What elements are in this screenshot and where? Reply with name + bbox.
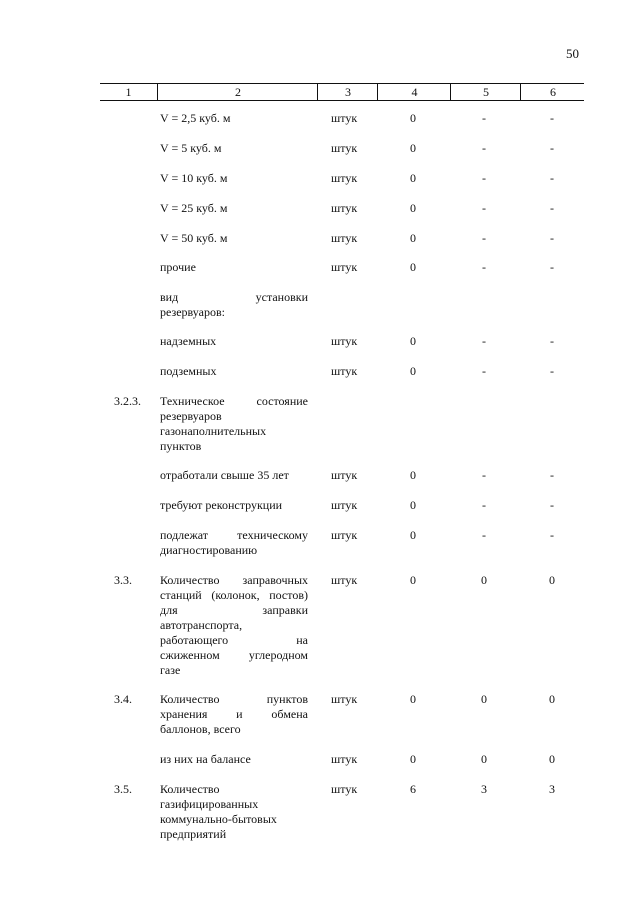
- row-name-line: вид установки: [160, 290, 308, 304]
- header-cell-3: 3: [317, 84, 378, 100]
- row-name-line: прочие: [160, 260, 196, 274]
- row-name: [160, 468, 308, 483]
- row-name-line: для заправки: [160, 603, 308, 617]
- row-name-line: Техническое состояние: [160, 394, 308, 408]
- header-cell-6: 6: [520, 84, 585, 100]
- row-name-line: Количество: [160, 782, 220, 796]
- row-value-col4: 0: [410, 573, 416, 587]
- table-header: [100, 83, 584, 101]
- row-value-col6: -: [550, 498, 554, 512]
- row-value-col5: -: [482, 231, 486, 245]
- row-name-line: баллонов, всего: [160, 722, 241, 736]
- row-name-line: газонаполнительных: [160, 424, 267, 438]
- row-name-line: пунктов: [160, 439, 202, 453]
- row-name-line: автотранспорта,: [160, 618, 243, 632]
- row-unit: штук: [331, 141, 358, 155]
- row-name-line: Количество заправочных: [160, 573, 308, 587]
- row-name-line: надземных: [160, 334, 217, 348]
- row-name-line: резервуаров: [160, 409, 222, 423]
- row-name: [160, 782, 308, 842]
- row-value-col6: -: [550, 364, 554, 378]
- row-number: 3.2.3.: [114, 394, 141, 408]
- row-number: 3.4.: [114, 692, 132, 706]
- row-value-col4: 0: [410, 498, 416, 512]
- row-name: [160, 364, 308, 379]
- row-name-line: V = 5 куб. м: [160, 141, 222, 155]
- page-number: 50: [566, 46, 579, 61]
- row-unit: штук: [331, 201, 358, 215]
- row-value-col6: -: [550, 111, 554, 125]
- row-unit: штук: [331, 260, 358, 274]
- header-cell-2: 2: [157, 84, 318, 100]
- row-unit: штук: [331, 468, 358, 482]
- row-value-col4: 0: [410, 364, 416, 378]
- row-value-col6: -: [550, 468, 554, 482]
- row-unit: штук: [331, 364, 358, 378]
- row-name-line: газе: [160, 663, 181, 677]
- row-name-line: V = 10 куб. м: [160, 171, 228, 185]
- row-unit: штук: [331, 231, 358, 245]
- row-value-col6: -: [550, 528, 554, 542]
- row-value-col6: 0: [549, 692, 555, 706]
- row-name-line: V = 25 куб. м: [160, 201, 228, 215]
- row-name-line: V = 2,5 куб. м: [160, 111, 231, 125]
- row-value-col4: 0: [410, 141, 416, 155]
- row-unit: штук: [331, 498, 358, 512]
- header-cell-4: 4: [377, 84, 451, 100]
- row-name-line: хранения и обмена: [160, 707, 308, 721]
- row-unit: штук: [331, 752, 358, 766]
- row-value-col6: -: [550, 260, 554, 274]
- row-value-col4: 0: [410, 468, 416, 482]
- row-value-col4: 0: [410, 111, 416, 125]
- row-number: 3.3.: [114, 573, 132, 587]
- row-name: [160, 498, 308, 513]
- row-value-col5: -: [482, 260, 486, 274]
- row-name-line: резервуаров:: [160, 305, 225, 319]
- row-value-col4: 0: [410, 334, 416, 348]
- row-value-col4: 0: [410, 171, 416, 185]
- row-name-line: подлежат техническому: [160, 528, 308, 542]
- row-name-line: Количество пунктов: [160, 692, 308, 706]
- header-cell-1: 1: [125, 85, 132, 99]
- row-name: [160, 171, 308, 186]
- row-name: [160, 141, 308, 156]
- row-name-line: предприятий: [160, 827, 227, 841]
- row-value-col6: -: [550, 171, 554, 185]
- row-name-line: коммунально-бытовых: [160, 812, 277, 826]
- row-value-col6: -: [550, 141, 554, 155]
- row-value-col6: 0: [549, 752, 555, 766]
- row-name-line: подземных: [160, 364, 217, 378]
- row-value-col5: -: [482, 468, 486, 482]
- row-name: [160, 528, 308, 558]
- row-name-line: требуют реконструкции: [160, 498, 283, 512]
- row-value-col4: 0: [410, 528, 416, 542]
- row-value-col5: -: [482, 528, 486, 542]
- row-value-col4: 0: [410, 692, 416, 706]
- row-value-col5: 3: [481, 782, 487, 796]
- row-unit: штук: [331, 528, 358, 542]
- row-unit: штук: [331, 692, 358, 706]
- row-value-col4: 0: [410, 231, 416, 245]
- row-value-col5: -: [482, 364, 486, 378]
- row-name-line: работающего на: [160, 633, 308, 647]
- row-name: [160, 692, 308, 737]
- row-value-col6: -: [550, 231, 554, 245]
- row-unit: штук: [331, 111, 358, 125]
- row-name: [160, 290, 308, 320]
- row-value-col5: -: [482, 201, 486, 215]
- row-value-col4: 6: [410, 782, 416, 796]
- row-value-col4: 0: [410, 260, 416, 274]
- row-name: [160, 394, 308, 454]
- row-unit: штук: [331, 782, 358, 796]
- row-value-col5: -: [482, 141, 486, 155]
- row-name: [160, 752, 308, 767]
- row-value-col6: 0: [549, 573, 555, 587]
- row-unit: штук: [331, 171, 358, 185]
- row-value-col5: 0: [481, 573, 487, 587]
- row-value-col5: 0: [481, 692, 487, 706]
- row-value-col4: 0: [410, 752, 416, 766]
- row-name-line: из них на балансе: [160, 752, 251, 766]
- row-name: [160, 111, 308, 126]
- row-value-col6: 3: [549, 782, 555, 796]
- row-value-col5: -: [482, 334, 486, 348]
- row-unit: штук: [331, 573, 358, 587]
- row-name: [160, 573, 308, 678]
- header-cell-5: 5: [450, 84, 521, 100]
- row-name: [160, 260, 308, 275]
- row-value-col5: 0: [481, 752, 487, 766]
- row-name: [160, 201, 308, 216]
- row-name-line: диагностированию: [160, 543, 258, 557]
- row-name-line: газифицированных: [160, 797, 259, 811]
- row-value-col6: -: [550, 201, 554, 215]
- row-unit: штук: [331, 334, 358, 348]
- row-value-col5: -: [482, 111, 486, 125]
- row-value-col6: -: [550, 334, 554, 348]
- row-value-col4: 0: [410, 201, 416, 215]
- row-number: 3.5.: [114, 782, 132, 796]
- row-name-line: V = 50 куб. м: [160, 231, 228, 245]
- row-name-line: сжиженном углеродном: [160, 648, 308, 662]
- row-name: [160, 231, 308, 246]
- row-name-line: отработали свыше 35 лет: [160, 468, 289, 482]
- row-name-line: станций (колонок, постов): [160, 588, 308, 602]
- row-name: [160, 334, 308, 349]
- row-value-col5: -: [482, 498, 486, 512]
- row-value-col5: -: [482, 171, 486, 185]
